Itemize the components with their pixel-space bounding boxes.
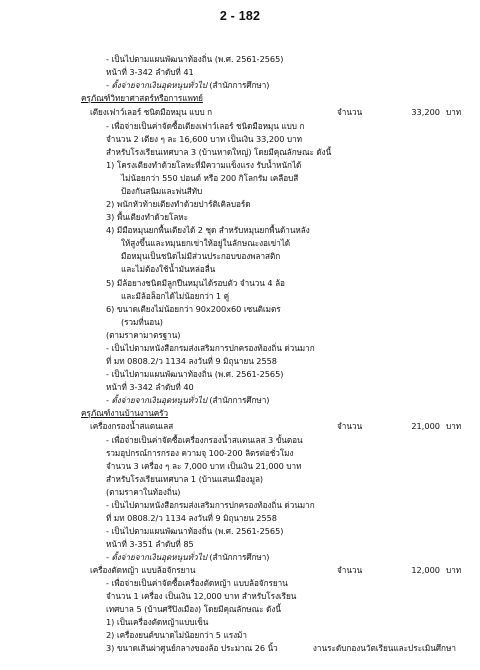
quantity-label: จำนวน (337, 565, 363, 575)
text-content: - เพื่อจ่ายเป็นค่าจัดซื้อเตียงเฟาว์เลอร์ ชนิดมือหมุน แบบ ก (106, 121, 305, 131)
funding-source-label: - ตั้งจ่ายจากเงินอุดหนุนทั่วไป (106, 395, 207, 405)
text-line (106, 369, 283, 380)
text-line (106, 199, 251, 210)
text-content: ที่ มท 0808.2/ว 1134 ลงวันที่ 9 มิถุนายน 2558 (106, 513, 277, 523)
text-line (106, 54, 283, 65)
text-line (106, 80, 269, 91)
text-line (106, 147, 331, 158)
text-content: 5) มีล้อยางชนิดมีลูกปืนหมุนได้รอบตัว จำนวน 4 ล้อ (106, 278, 285, 288)
text-content: เทศบาล 5 (บ้านศรีปิงเมือง) โดยมีคุณลักษณะ ดังนี้ (106, 604, 281, 614)
text-content: 1) เป็นเครื่องตัดหญ้าแบบเข็น (106, 617, 209, 627)
text-line (121, 173, 298, 184)
text-content: ครุภัณฑ์งานบ้านงานครัว (81, 408, 169, 418)
text-line (106, 474, 263, 485)
text-line (121, 317, 163, 328)
text-line (90, 421, 173, 432)
text-content: (สำนักการศึกษา) (206, 395, 270, 405)
text-line (106, 160, 301, 171)
text-content: ให้สูงขึ้นและหมุนยกเข่าให้อยู่ในลักษณะงอเข่าได้ (121, 238, 291, 248)
page-footer: งานระดับกองนวัตเรียนและประเมินศึกษา (312, 643, 456, 653)
text-content: สำหรับโรงเรียนเทศบาล 1 (บ้านแสนเมืองมูล) (106, 474, 264, 484)
text-content: เตียงเฟาว์เลอร์ ชนิดมือหมุน แบบ ก (90, 107, 213, 117)
text-content: ที่ มท 0808.2/ว 1134 ลงวันที่ 9 มิถุนายน 2558 (106, 356, 277, 366)
text-line (106, 343, 315, 354)
text-content: เครื่องกรองน้ำสแตนเลส (90, 421, 174, 431)
text-content: 3) ขนาดเส้นผ่าศูนย์กลางของล้อ ประมาณ 26 นิ้ว (106, 643, 278, 653)
text-line (121, 291, 229, 302)
text-content: จำนวน 2 เตียง ๆ ละ 16,600 บาท เป็นเงิน 33,200 บาท (106, 134, 302, 144)
text-content: 2) เครื่องยนต์ขนาดไม่น้อยกว่า 5 แรงม้า (106, 630, 247, 640)
text-content: ครุภัณฑ์วิทยาศาสตร์หรือการแพทย์ (81, 93, 203, 103)
budget-amount: 21,000 (411, 421, 440, 431)
currency-unit: บาท (446, 421, 462, 431)
text-line (121, 251, 280, 262)
text-content: - เป็นไปตามแผนพัฒนาท้องถิ่น (พ.ศ. 2561-2565) (106, 54, 284, 64)
text-line (106, 121, 304, 132)
quantity-label: จำนวน (337, 421, 363, 431)
section-heading (81, 93, 203, 104)
text-content: หน้าที่ 3-342 ลำดับที่ 40 (106, 382, 194, 392)
text-line (106, 225, 310, 236)
text-content: - เพื่อจ่ายเป็นค่าจัดซื้อเครื่องกรองน้ำสแตนเลส 3 ขั้นตอน (106, 435, 303, 445)
text-content: หน้าที่ 3-351 ลำดับที่ 85 (106, 539, 194, 549)
text-line (106, 552, 269, 563)
text-content: - เป็นไปตามหนังสือกรมส่งเสริมการปกครองท้องถิ่น ด่วนมาก (106, 343, 315, 353)
text-line (121, 238, 290, 249)
funding-source-label: - ตั้งจ่ายจากเงินอุดหนุนทั่วไป (106, 80, 207, 90)
budget-amount: 12,000 (411, 565, 440, 575)
text-line (106, 617, 208, 628)
text-line (106, 513, 277, 524)
text-content: (ตามราคาในท้องถิ่น) (106, 487, 181, 497)
text-line (106, 461, 301, 472)
text-content: 3) พื้นเตียงทำด้วยโลหะ (106, 212, 188, 222)
currency-unit: บาท (446, 565, 462, 575)
text-content: รวมอุปกรณ์การกรอง ความจุ 100-200 ลิตรต่อชั่วโมง (106, 448, 294, 458)
page-number: 2 - 182 (219, 9, 261, 23)
text-content: 6) ขนาดเตียงไม่น้อยกว่า 90x200x60 เซนติเมตร (106, 304, 281, 314)
text-content: ป้องกันสนิมและพ่นสีทับ (121, 186, 203, 196)
text-content: (สำนักการศึกษา) (206, 552, 270, 562)
text-content: จำนวน 1 เครื่อง เป็นเงิน 12,000 บาท สำหรับโรงเรียน (106, 591, 297, 601)
text-line (106, 330, 180, 341)
text-content: สำหรับโรงเรียนเทศบาล 3 (บ้านหาดใหญ่) โดยมีคุณลักษณะ ดังนี้ (106, 147, 332, 157)
text-content: 2) พนักหัวท้ายเตียงทำด้วยปาร์ติเคิลบอร์ด (106, 199, 251, 209)
text-line (106, 304, 281, 315)
text-content: (ตามราคามาตรฐาน) (106, 330, 181, 340)
currency-unit: บาท (446, 107, 462, 117)
text-content: 1) โครงเตียงทำด้วยโลหะที่มีความแข็งแรง รับน้ำหนักได้ (106, 160, 302, 170)
funding-source-label: - ตั้งจ่ายจากเงินอุดหนุนทั่วไป (106, 552, 207, 562)
text-line (106, 212, 188, 223)
text-content: (สำนักการศึกษา) (206, 80, 270, 90)
text-line (106, 539, 194, 550)
text-line (106, 487, 180, 498)
text-content: หน้าที่ 3-342 ลำดับที่ 41 (106, 67, 194, 77)
text-content: 4) มีมือหมุนยกพื้นเตียงได้ 2 ชุด สำหรับหมุนยกพื้นด้านหลัง (106, 225, 310, 235)
text-line (106, 578, 288, 589)
text-line (106, 630, 247, 641)
text-line (106, 500, 315, 511)
text-line (106, 604, 281, 615)
text-content: ไม่น้อยกว่า 550 ปอนด์ หรือ 200 กิโลกรัม เคลือบสี (121, 173, 299, 183)
text-line (121, 264, 215, 275)
text-line (106, 382, 194, 393)
text-content: และมีล้อล็อกได้ไม่น้อยกว่า 1 คู่ (121, 291, 230, 301)
text-content: จำนวน 3 เครื่อง ๆ ละ 7,000 บาท เป็นเงิน 21,000 บาท (106, 461, 302, 471)
text-line (106, 356, 277, 367)
text-content: - เพื่อจ่ายเป็นค่าจัดซื้อเครื่องตัดหญ้า แบบล้อจักรยาน (106, 578, 288, 588)
text-line (121, 186, 202, 197)
text-line (106, 435, 303, 446)
text-line (106, 67, 194, 78)
text-line (106, 278, 285, 289)
text-content: - เป็นไปตามแผนพัฒนาท้องถิ่น (พ.ศ. 2561-2565) (106, 369, 284, 379)
text-line (106, 134, 302, 145)
text-line (106, 526, 283, 537)
text-content: (รวมที่นอน) (121, 317, 163, 327)
section-heading (81, 408, 168, 419)
budget-amount: 33,200 (411, 107, 440, 117)
text-line (90, 565, 195, 576)
text-line (106, 643, 278, 654)
text-content: - เป็นไปตามแผนพัฒนาท้องถิ่น (พ.ศ. 2561-2565) (106, 526, 284, 536)
text-content: เครื่องตัดหญ้า แบบล้อจักรยาน (90, 565, 196, 575)
text-content: - เป็นไปตามหนังสือกรมส่งเสริมการปกครองท้องถิ่น ด่วนมาก (106, 500, 315, 510)
text-line (106, 448, 293, 459)
text-content: และไม่ต้องใช้น้ำมันหล่อลื่น (121, 264, 216, 274)
text-line (106, 395, 269, 406)
quantity-label: จำนวน (337, 107, 363, 117)
text-content: มือหมุนเป็นชนิดไม่มีส่วนประกอบของพลาสติก (121, 251, 281, 261)
text-line (90, 107, 212, 118)
text-line (106, 591, 296, 602)
